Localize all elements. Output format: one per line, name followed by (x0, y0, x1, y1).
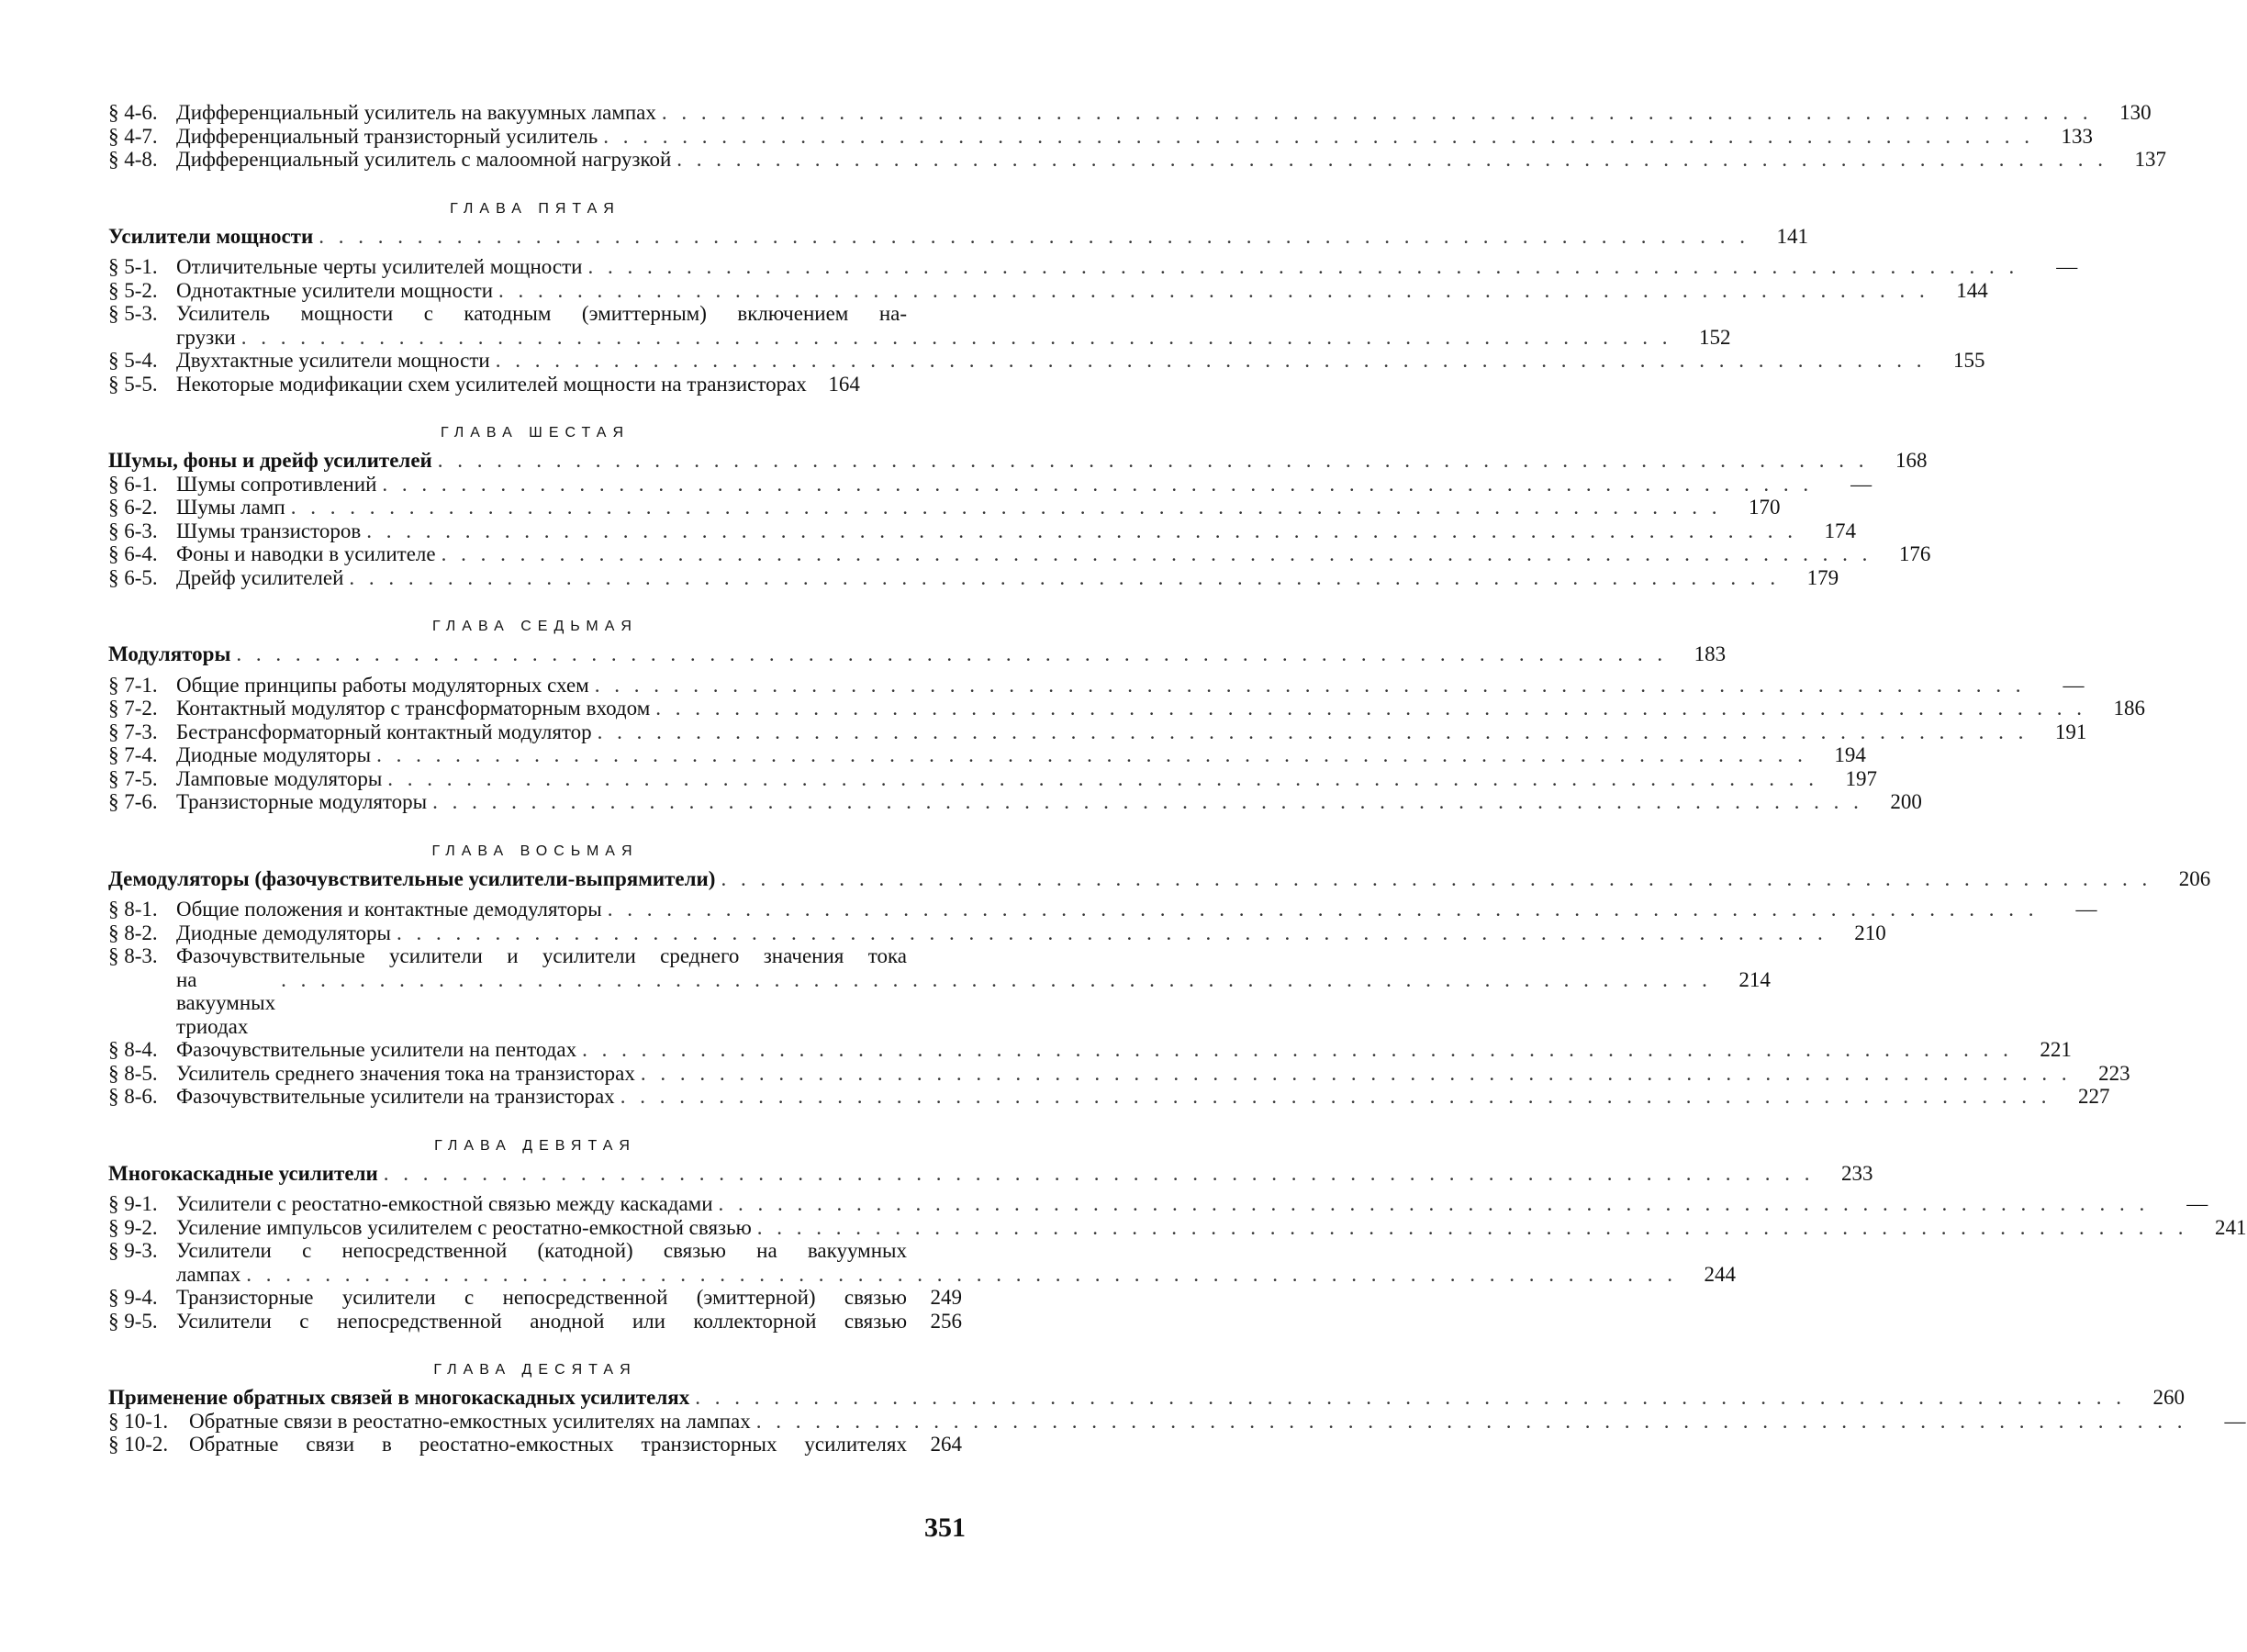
section-number: § 6-4. (108, 542, 158, 565)
toc-entry (108, 349, 1985, 373)
toc-entry (108, 255, 2078, 279)
section-number: § 8-3. (108, 944, 158, 967)
toc-entry (108, 148, 2167, 172)
section-title: Фоны и наводки в усилителе (176, 542, 436, 565)
page-number: 152 (1698, 325, 1731, 349)
page-number: 137 (2134, 148, 2167, 171)
section-title: Дрейф усилителей (176, 565, 344, 589)
dot-leader (387, 767, 1818, 791)
section-number: § 4-8. (108, 148, 158, 171)
toc-entry-continuation (108, 325, 1731, 350)
page-number: 200 (1890, 790, 1922, 813)
section-number: § 7-3. (108, 720, 158, 743)
section-title: Обратные связи в реостатно-емкостных транзисторных усилителях (189, 1433, 907, 1456)
section-number: § 5-3. (108, 302, 158, 325)
dot-leader (582, 1038, 2013, 1062)
section-number: § 9-2. (108, 1215, 158, 1239)
toc-entry (108, 373, 962, 396)
chapter-heading: ГЛАВА ДЕСЯТАЯ (433, 1362, 637, 1378)
page-number: 179 (1806, 565, 1839, 589)
dot-leader (756, 1410, 2187, 1434)
chapter-title-row (108, 642, 1727, 666)
dot-leader (587, 255, 2018, 279)
dot-leader (281, 968, 1712, 992)
toc-entry (108, 519, 1856, 543)
toc-entry (108, 790, 1922, 814)
page-number: 186 (2113, 697, 2145, 720)
toc-entry (108, 1215, 2247, 1240)
dot-leader (719, 1192, 2150, 1216)
toc-entry (108, 124, 2094, 149)
section-title: Транзисторные модуляторы (176, 790, 428, 813)
section-title: Фазочувствительные усилители на транзисторах (176, 1085, 615, 1108)
page-number: 233 (1840, 1161, 1873, 1185)
page-number: 194 (1834, 743, 1866, 766)
chapter-title-row (108, 224, 1808, 249)
section-number: § 8-4. (108, 1038, 158, 1061)
chapter-title: Шумы, фоны и дрейф усилителей (108, 449, 432, 472)
section-title: Усилитель мощности с катодным (эмиттерным) включением на- (176, 302, 907, 325)
dot-leader (498, 279, 1929, 303)
section-title: Шумы сопротивлений (176, 472, 377, 496)
page-number: 141 (1776, 224, 1808, 248)
section-number: § 8-6. (108, 1085, 158, 1108)
toc-chapter-10 (108, 1362, 2246, 1457)
dot-leader (246, 1263, 1677, 1287)
section-title: Дифференциальный усилитель на вакуумных лампах (176, 101, 656, 124)
table-of-contents (108, 101, 2247, 1457)
section-number: § 5-1. (108, 255, 158, 278)
page-number: — (2186, 1192, 2208, 1215)
chapter-title: Усилители мощности (108, 224, 314, 248)
section-number: § 7-1. (108, 673, 158, 697)
section-title: Фазочувствительные усилители на пентодах (176, 1038, 577, 1061)
dot-leader (598, 720, 2029, 744)
dot-leader (695, 1386, 2126, 1410)
dot-leader (319, 225, 1750, 249)
section-title: на вакуумных триодах (176, 967, 276, 1038)
section-number: § 8-5. (108, 1061, 158, 1085)
dot-leader (676, 148, 2107, 172)
section-title: Шумы транзисторов (176, 519, 362, 542)
dot-leader (496, 349, 1927, 373)
section-number: § 4-7. (108, 124, 158, 148)
section-number: § 7-4. (108, 743, 158, 766)
page-number: 176 (1898, 542, 1931, 565)
chapter-heading: ГЛАВА ПЯТАЯ (450, 200, 620, 217)
section-number: § 5-2. (108, 278, 158, 302)
dot-leader (603, 125, 2034, 149)
page-number: 244 (1704, 1262, 1737, 1286)
section-number: § 5-4. (108, 349, 158, 372)
section-title: Усиление импульсов усилителем с реостатно-емкостной связью (176, 1215, 752, 1239)
page-number: 130 (2119, 101, 2152, 124)
toc-entry (108, 302, 962, 326)
page-number: 155 (1952, 349, 1985, 372)
section-number: § 6-3. (108, 519, 158, 542)
section-title: Диодные модуляторы (176, 743, 372, 766)
toc-entry (108, 697, 2145, 720)
toc-block-chapter-4-tail (108, 101, 2167, 172)
toc-chapter-6 (108, 425, 1931, 589)
section-number: § 7-2. (108, 697, 158, 720)
section-number: § 9-5. (108, 1309, 158, 1333)
section-title: Двухтактные усилители мощности (176, 349, 490, 372)
page-number: 170 (1748, 496, 1781, 519)
page-number: 214 (1738, 967, 1771, 991)
dot-leader (662, 101, 2093, 125)
chapter-title: Применение обратных связей в многокаскадных усилителях (108, 1386, 690, 1409)
page-number: 227 (2077, 1085, 2110, 1108)
chapter-title-row (108, 1386, 2185, 1410)
toc-chapter-5 (108, 200, 2078, 396)
section-title: Ламповые модуляторы (176, 766, 383, 790)
toc-chapter-8 (108, 843, 2211, 1109)
page-number: 249 (930, 1286, 962, 1309)
section-title: Некоторые модификации схем усилителей мощности на транзисторах (176, 372, 807, 396)
section-title: Усилители с реостатно-емкостной связью между каскадами (176, 1192, 713, 1215)
section-title: Усилители с непосредственной анодной или коллекторной связью (176, 1309, 907, 1333)
toc-entry (108, 720, 2087, 744)
toc-entry (108, 1433, 962, 1457)
toc-entry (108, 743, 1866, 767)
section-title: Диодные демодуляторы (176, 921, 392, 944)
toc-entry (108, 542, 1931, 566)
section-number: § 10-1. (108, 1409, 169, 1433)
section-number: § 6-5. (108, 565, 158, 589)
section-number: § 7-6. (108, 790, 158, 813)
section-number: § 8-1. (108, 898, 158, 921)
section-number: § 6-2. (108, 496, 158, 519)
page-number: 191 (2054, 720, 2087, 743)
toc-entry-continuation (108, 1262, 1737, 1287)
dot-leader (384, 1162, 1815, 1186)
toc-entry (108, 944, 962, 968)
section-number: § 9-1. (108, 1192, 158, 1215)
chapter-heading: ГЛАВА ВОСЬМАЯ (431, 843, 639, 859)
section-title: Дифференциальный усилитель с малоомной нагрузкой (176, 148, 672, 171)
dot-leader (438, 449, 1869, 473)
section-title: Шумы ламп (176, 496, 285, 519)
page-number: 174 (1824, 519, 1856, 542)
chapter-title-row (108, 449, 1928, 473)
section-number: § 9-3. (108, 1239, 158, 1262)
chapter-heading: ГЛАВА СЕДЬМАЯ (432, 619, 638, 634)
page-number: — (2056, 255, 2078, 278)
dot-leader (608, 898, 2039, 921)
toc-entry (108, 1310, 962, 1334)
section-title: Фазочувствительные усилители и усилители среднего значения тока (176, 944, 907, 967)
section-number: § 10-2. (108, 1433, 169, 1456)
section-number: § 5-5. (108, 372, 158, 396)
section-title: Отличительные черты усилителей мощности (176, 255, 583, 278)
toc-entry (108, 278, 1988, 303)
toc-chapter-7 (108, 619, 2145, 814)
page-number: 221 (2040, 1038, 2072, 1061)
dot-leader (655, 697, 2086, 720)
page-number: 197 (1845, 766, 1878, 790)
toc-entry (108, 1038, 2072, 1062)
page-number: 264 (930, 1433, 962, 1456)
page-number: 144 (1956, 278, 1988, 302)
toc-entry (108, 1239, 962, 1263)
toc-entry (108, 1061, 2130, 1086)
toc-entry (108, 472, 1872, 497)
section-number: § 7-5. (108, 766, 158, 790)
section-title: Однотактные усилители мощности (176, 278, 494, 302)
page-number: — (1850, 472, 1872, 496)
page-number: — (2063, 673, 2085, 697)
section-title: Общие положения и контактные демодуляторы (176, 898, 602, 921)
section-number: § 9-4. (108, 1286, 158, 1309)
section-title: Общие принципы работы модуляторных схем (176, 673, 589, 697)
section-title: Обратные связи в реостатно-емкостных усилителях на лампах (189, 1409, 751, 1433)
toc-entry (108, 766, 1878, 791)
dot-leader (595, 674, 2026, 698)
page-number: 183 (1694, 642, 1727, 665)
page-number: — (2075, 898, 2097, 921)
dot-leader (366, 519, 1797, 543)
section-title: Транзисторные усилители с непосредственной (эмиттерной) связью (176, 1286, 907, 1309)
page-number: 164 (828, 372, 860, 396)
toc-entry (108, 1085, 2110, 1109)
toc-entry-continuation (108, 967, 1771, 1039)
section-number: § 8-2. (108, 921, 158, 944)
chapter-heading: ГЛАВА ДЕВЯТАЯ (434, 1137, 636, 1154)
toc-entry (108, 101, 2152, 125)
chapter-title: Демодуляторы (фазочувствительные усилители-выпрямители) (108, 866, 716, 890)
dot-leader (757, 1216, 2188, 1240)
dot-leader (236, 642, 1667, 666)
toc-entry (108, 1409, 2246, 1434)
page-number: 210 (1854, 921, 1886, 944)
section-title: Контактный модулятор с трансформаторным входом (176, 697, 651, 720)
dot-leader (241, 326, 1672, 350)
page-number: 133 (2061, 124, 2094, 148)
dot-leader (432, 790, 1863, 814)
page-folio: 351 (924, 1512, 966, 1543)
dot-leader (291, 496, 1722, 519)
section-title: Бестрансформаторный контактный модулятор (176, 720, 592, 743)
page-number: 223 (2098, 1061, 2130, 1085)
toc-entry (108, 1286, 962, 1310)
toc-entry (108, 673, 2085, 698)
toc-entry (108, 921, 1886, 945)
page-number: 260 (2152, 1386, 2185, 1409)
toc-entry (108, 496, 1781, 519)
toc-chapter-9 (108, 1137, 2247, 1334)
chapter-title-row (108, 1161, 1873, 1186)
toc-entry (108, 1192, 2208, 1216)
chapter-title: Модуляторы (108, 642, 231, 665)
page-number: 206 (2178, 866, 2211, 890)
dot-leader (721, 867, 2152, 891)
page-number: 256 (930, 1309, 962, 1333)
section-title: Дифференциальный транзисторный усилитель (176, 124, 598, 148)
dot-leader (382, 473, 1813, 497)
chapter-title-row (108, 866, 2211, 891)
page-number: — (2224, 1409, 2246, 1433)
dot-leader (397, 921, 1828, 945)
section-title: Усилители с непосредственной (катодной) связью на вакуумных (176, 1239, 907, 1262)
section-title: Усилитель среднего значения тока на транзисторах (176, 1061, 635, 1085)
dot-leader (349, 566, 1780, 590)
chapter-heading: ГЛАВА ШЕСТАЯ (440, 425, 631, 441)
section-number: § 6-1. (108, 472, 158, 496)
section-title: грузки (176, 325, 236, 349)
section-number: § 4-6. (108, 101, 158, 124)
section-title: лампах (176, 1262, 241, 1286)
dot-leader (376, 743, 1807, 767)
chapter-title: Многокаскадные усилители (108, 1161, 378, 1185)
page-number: 241 (2215, 1215, 2247, 1239)
toc-entry (108, 565, 1839, 590)
dot-leader (442, 542, 1872, 566)
dot-leader (641, 1062, 2072, 1086)
page-number: 168 (1895, 449, 1928, 472)
toc-entry (108, 898, 2097, 921)
dot-leader (620, 1085, 2051, 1109)
